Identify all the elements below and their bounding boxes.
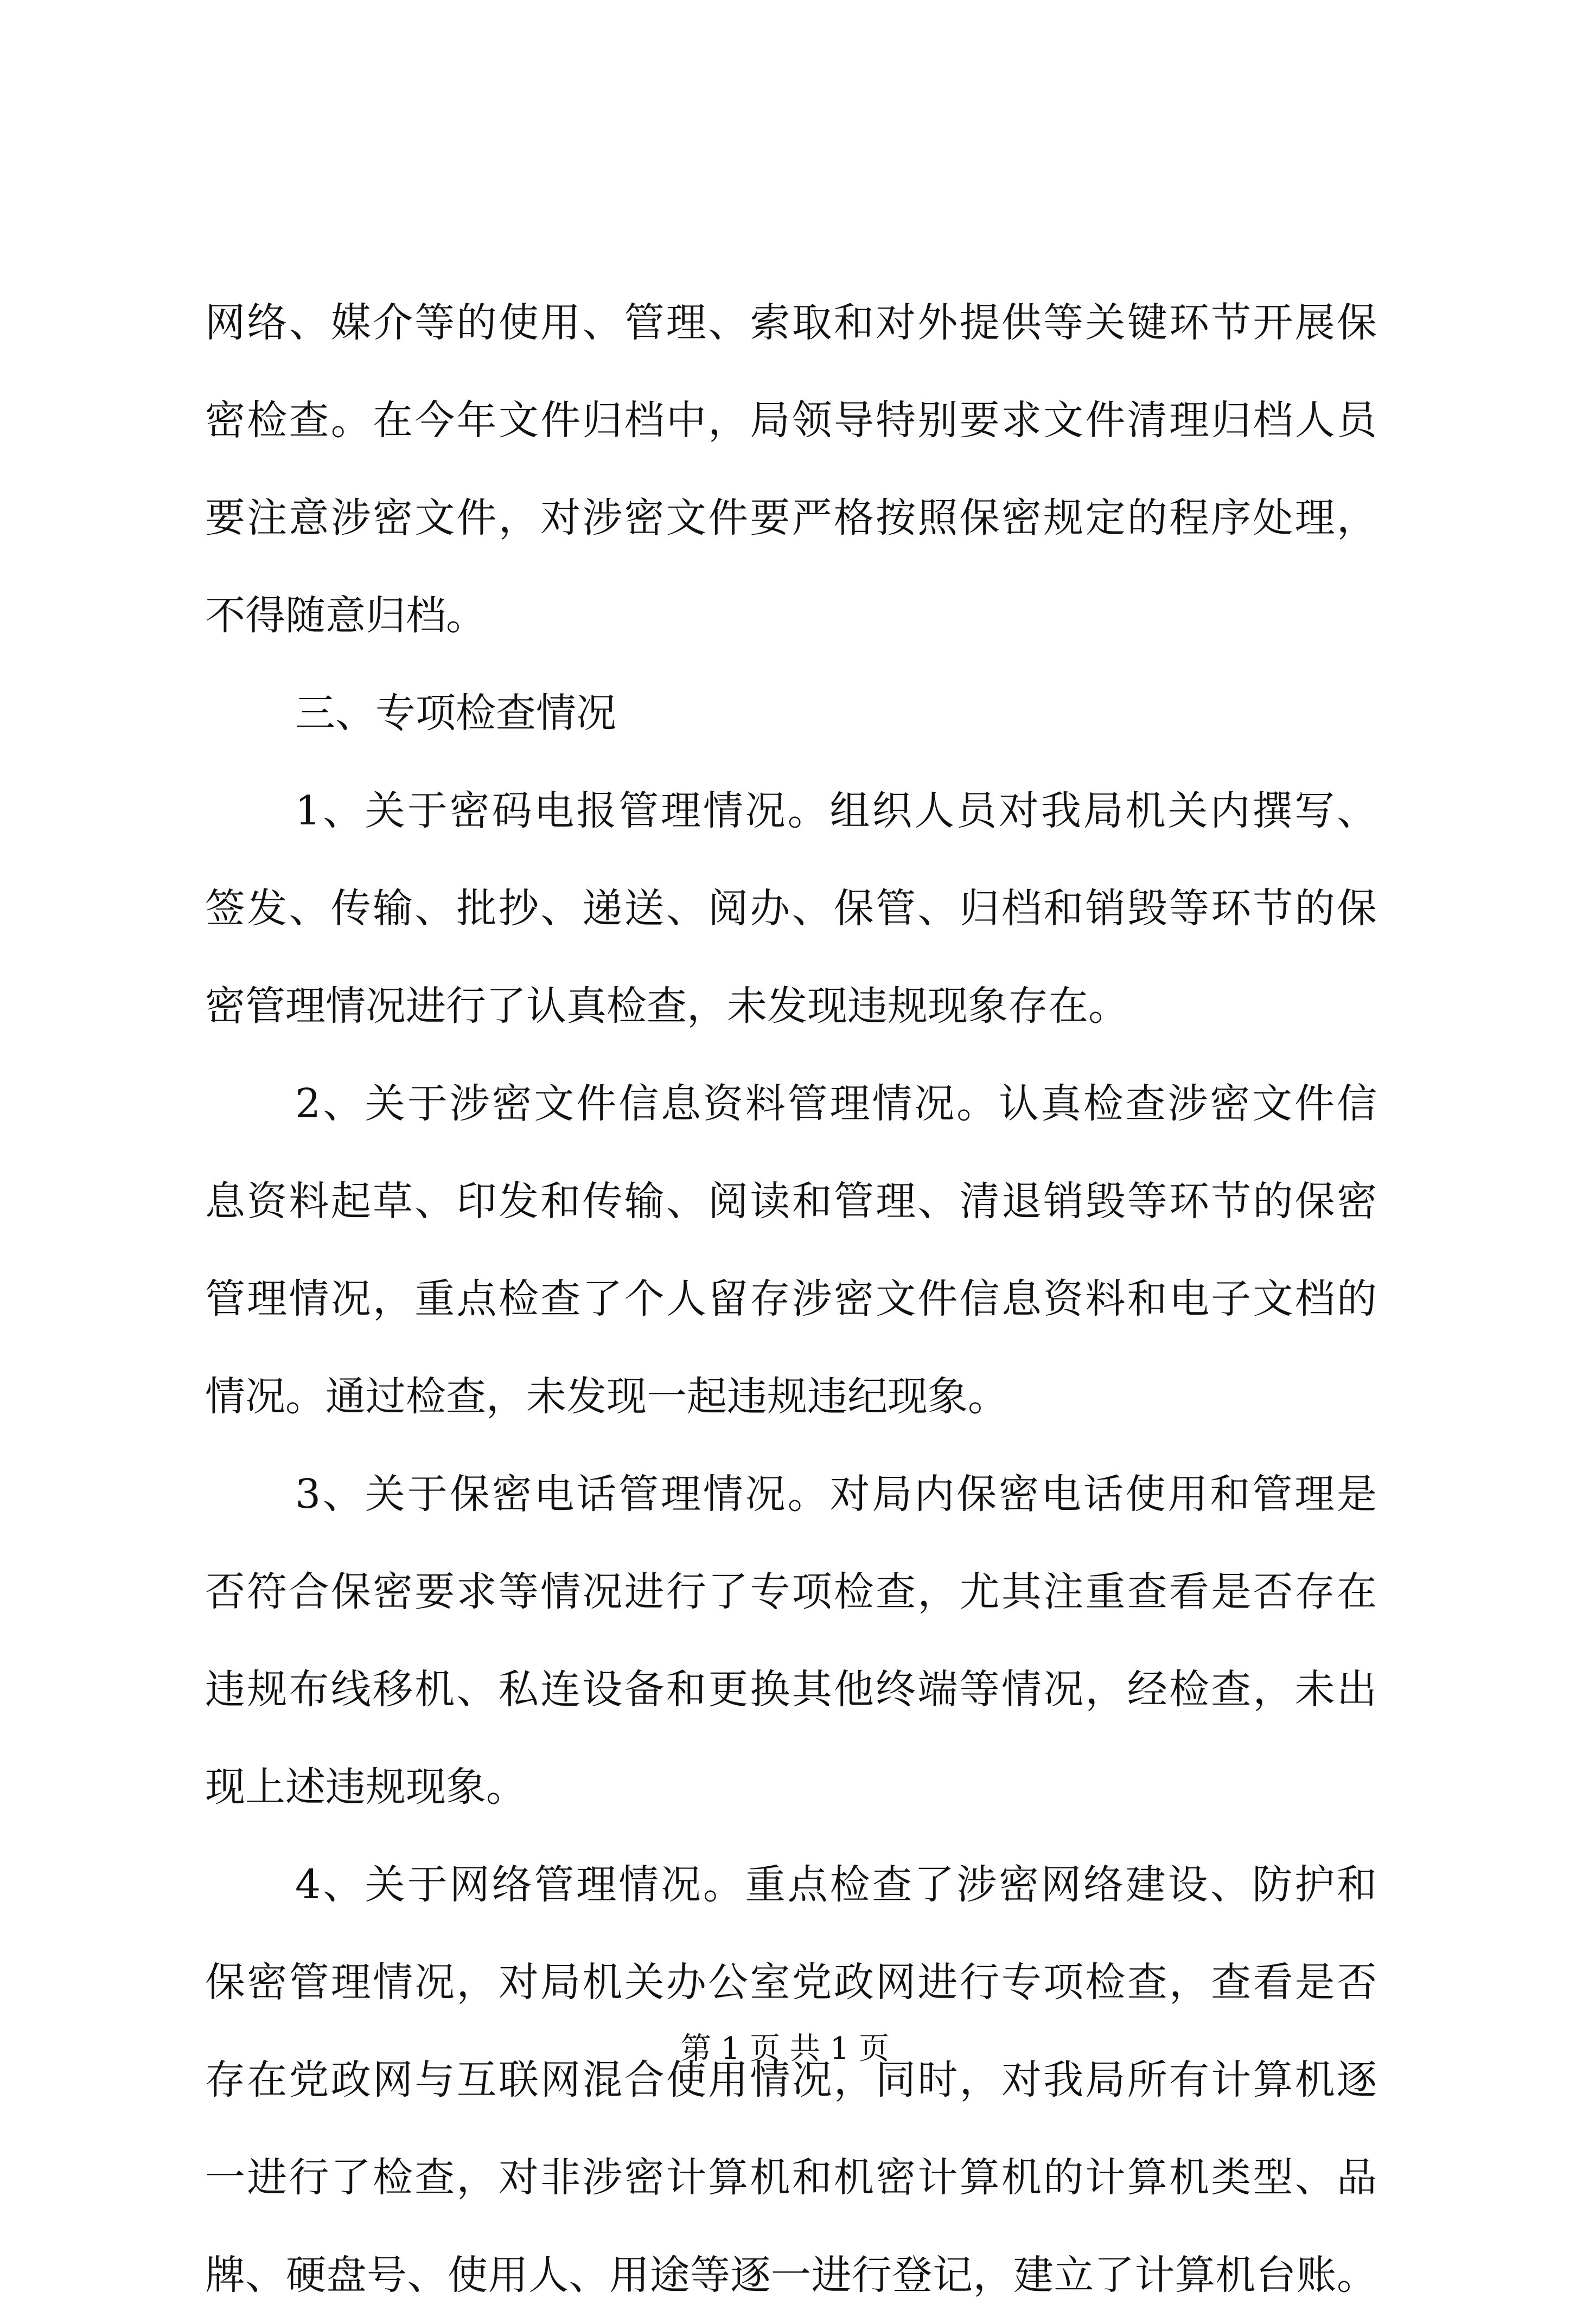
document-body <box>205 274 1377 2324</box>
text-line: 要注意涉密文件，对涉密文件要严格按照保密规定的程序处理， <box>205 495 1377 541</box>
text-line: 1、关于密码电报管理情况。组织人员对我局机关内撰写、 <box>295 788 1377 834</box>
text-line: 密管理情况进行了认真检查，未发现违规现象存在。 <box>205 983 1128 1029</box>
text-line: 否符合保密要求等情况进行了专项检查，尤其注重查看是否存在 <box>205 1568 1377 1615</box>
text-line: 情况。通过检查，未发现一起违规违纪现象。 <box>205 1373 1008 1420</box>
text-line: 存在党政网与互联网混合使用情况，同时，对我局所有计算机逐 <box>205 2057 1377 2103</box>
text-line: 不得随意归档。 <box>205 592 486 639</box>
text-line: 3、关于保密电话管理情况。对局内保密电话使用和管理是 <box>295 1471 1377 1518</box>
text-line: 4、关于网络管理情况。重点检查了涉密网络建设、防护和 <box>295 1861 1377 1908</box>
text-line: 违规布线移机、私连设备和更换其他终端等情况，经检查，未出 <box>205 1666 1377 1713</box>
text-line: 网络、媒介等的使用、管理、索取和对外提供等关键环节开展保 <box>205 299 1377 346</box>
text-line: 管理情况，重点检查了个人留存涉密文件信息资料和电子文档的 <box>205 1276 1377 1322</box>
text-line: 息资料起草、印发和传输、阅读和管理、清退销毁等环节的保密 <box>205 1178 1377 1225</box>
section-heading: 三、专项检查情况 <box>295 690 616 737</box>
text-line: 一进行了检查，对非涉密计算机和机密计算机的计算机类型、品 <box>205 2154 1377 2201</box>
text-line: 密检查。在今年文件归档中，局领导特别要求文件清理归档人员 <box>205 397 1377 444</box>
text-line: 签发、传输、批抄、递送、阅办、保管、归档和销毁等环节的保 <box>205 885 1377 932</box>
page-number-footer: 第 1 页 共 1 页 <box>680 2031 890 2066</box>
text-line: 现上述违规现象。 <box>205 1764 526 1810</box>
text-line: 2、关于涉密文件信息资料管理情况。认真检查涉密文件信 <box>295 1080 1377 1127</box>
text-line: 保密管理情况，对局机关办公室党政网进行专项检查，查看是否 <box>205 1959 1377 2006</box>
text-line: 牌、硬盘号、使用人、用途等逐一进行登记，建立了计算机台账。 <box>205 2252 1377 2299</box>
